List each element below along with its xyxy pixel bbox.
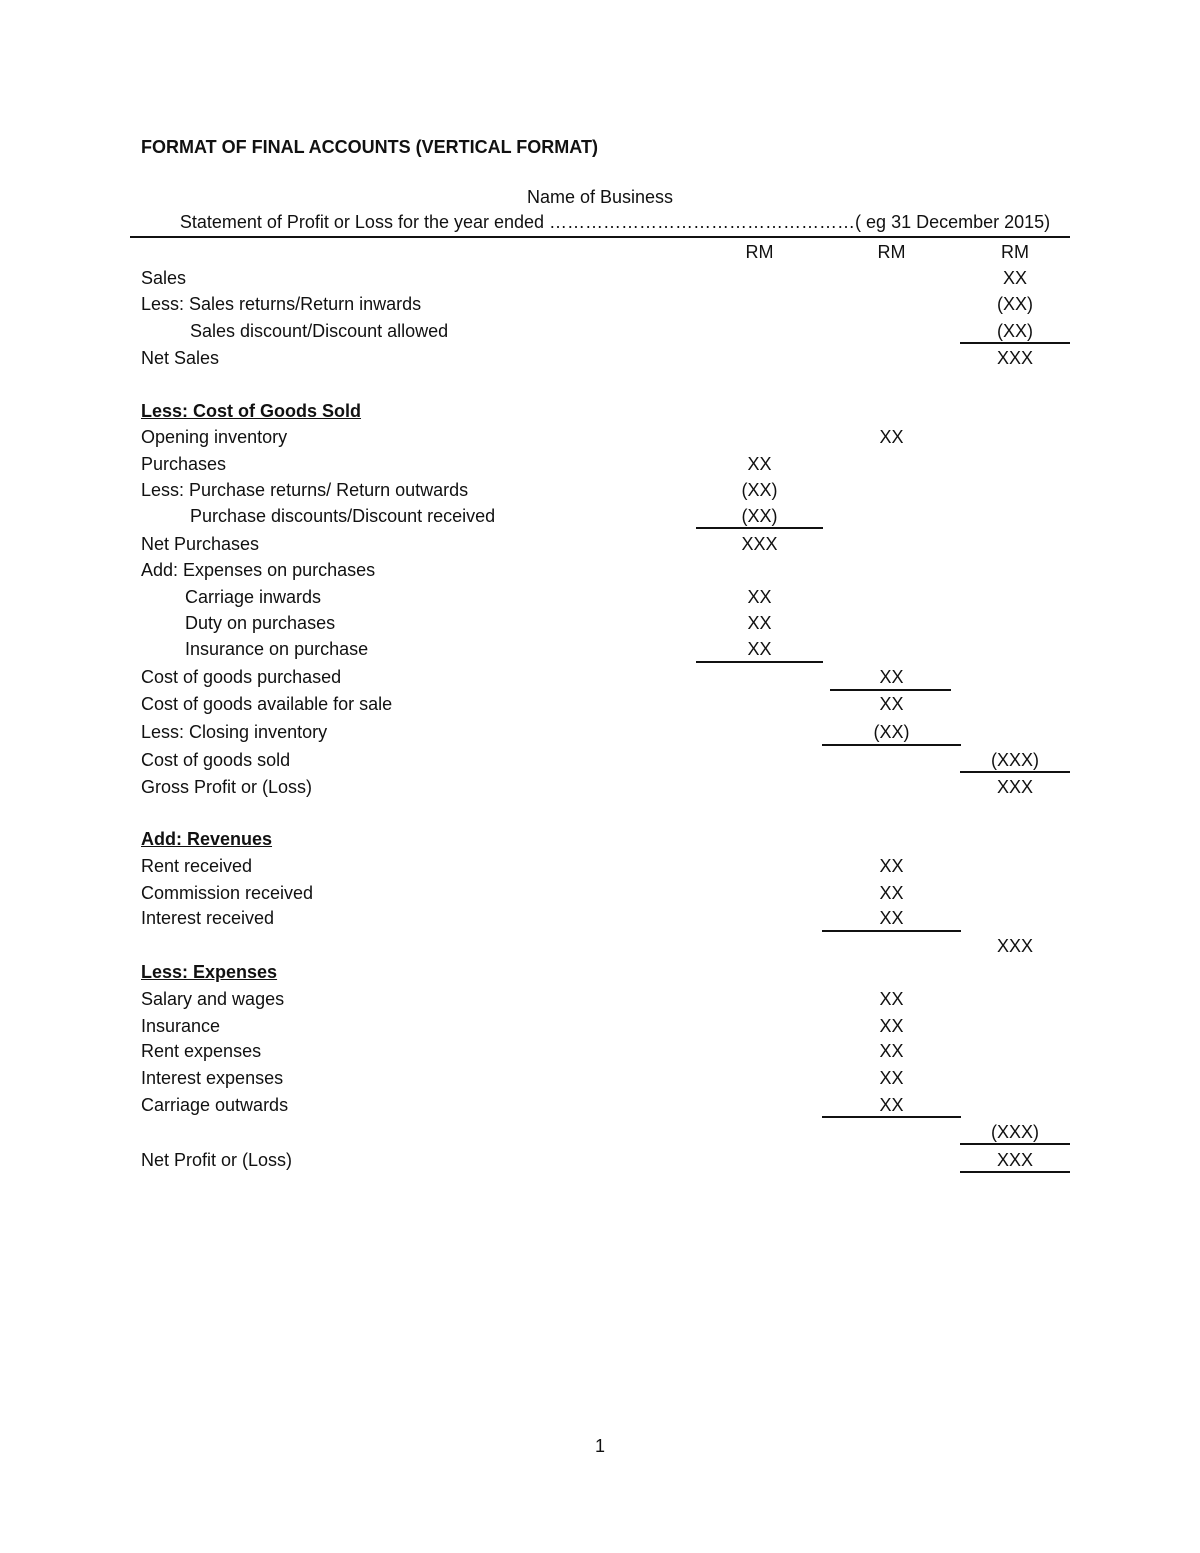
row-value-col2: XX: [879, 1068, 904, 1088]
statement-row: [0, 665, 1200, 689]
row-label: Opening inventory: [141, 427, 288, 447]
subtotal-rule: [960, 1143, 1070, 1145]
row-label: Gross Profit or (Loss): [141, 777, 313, 797]
row-value-col2: XX: [879, 908, 904, 928]
section-heading: Add: Revenues: [141, 829, 273, 849]
statement-row: [0, 1093, 1200, 1117]
statement-row: [0, 720, 1200, 744]
statement-row: [0, 906, 1200, 930]
statement-row: [0, 452, 1200, 476]
column-header-2: RM: [877, 242, 906, 262]
statement-row: [0, 504, 1200, 528]
row-label: Insurance on purchase: [185, 639, 369, 659]
row-value-col3: XXX: [996, 1150, 1034, 1170]
row-value-col3: (XXX): [990, 1122, 1039, 1142]
statement-row: [0, 611, 1200, 635]
statement-row: [0, 292, 1200, 316]
document-title: FORMAT OF FINAL ACCOUNTS (VERTICAL FORMAT): [141, 137, 598, 157]
statement-row: [0, 881, 1200, 905]
row-value-col2: XX: [879, 989, 904, 1009]
row-label: Less: Purchase returns/ Return outwards: [141, 480, 469, 500]
section-heading: Less: Expenses: [141, 962, 278, 982]
row-label: Less: Closing inventory: [141, 722, 328, 742]
statement-row: [0, 585, 1200, 609]
row-value-col3: XX: [1002, 268, 1027, 288]
row-value-col3: (XX): [997, 321, 1033, 341]
subtotal-rule: [822, 744, 961, 746]
row-value-col2: XX: [879, 1016, 904, 1036]
row-label: Carriage inwards: [185, 587, 322, 607]
statement-row: [0, 1014, 1200, 1038]
statement-row: [0, 425, 1200, 449]
row-label: Rent received: [141, 856, 253, 876]
row-value-col2: XX: [879, 856, 904, 876]
row-label: Less: Sales returns/Return inwards: [141, 294, 422, 314]
statement-row: [0, 1148, 1200, 1172]
statement-title: Statement of Profit or Loss for the year ended ……………………………………………( eg 31 December 2015): [179, 212, 1051, 232]
row-label: Insurance: [141, 1016, 221, 1036]
subtotal-rule: [830, 689, 951, 691]
row-label: Add: Expenses on purchases: [141, 560, 376, 580]
row-label: Duty on purchases: [185, 613, 336, 633]
row-value-col3: (XX): [997, 294, 1033, 314]
statement-row: [0, 1066, 1200, 1090]
row-value-col1: XX: [747, 587, 772, 607]
statement-row: [0, 558, 1200, 582]
row-value-col1: (XX): [741, 480, 778, 500]
page-number: 1: [594, 1436, 605, 1456]
row-value-col2: XX: [879, 694, 904, 714]
statement-row: [0, 775, 1200, 799]
section-heading-row: [0, 399, 1200, 423]
row-label: Cost of goods purchased: [141, 667, 342, 687]
row-value-col3: (XXX): [990, 750, 1039, 770]
section-heading-row: [0, 827, 1200, 851]
section-heading-row: [0, 960, 1200, 984]
row-value-col3: XXX: [996, 936, 1034, 956]
subtotal-rule: [696, 661, 823, 663]
section-heading: Less: Cost of Goods Sold: [141, 401, 362, 421]
row-label: Cost of goods sold: [141, 750, 291, 770]
subtotal-rule: [960, 342, 1070, 344]
row-value-col3: XXX: [996, 348, 1034, 368]
row-label: Salary and wages: [141, 989, 285, 1009]
row-label: Rent expenses: [141, 1041, 262, 1061]
row-label: Interest received: [141, 908, 275, 928]
row-value-col1: XX: [747, 454, 772, 474]
row-label: Net Profit or (Loss): [141, 1150, 293, 1170]
column-header-1: RM: [745, 242, 774, 262]
row-label: Net Sales: [141, 348, 220, 368]
business-name: Name of Business: [526, 187, 674, 207]
row-value-col2: XX: [879, 667, 904, 687]
subtotal-rule: [696, 527, 823, 529]
row-label: Cost of goods available for sale: [141, 694, 393, 714]
row-value-col2: XX: [879, 1041, 904, 1061]
row-label: Net Purchases: [141, 534, 260, 554]
row-value-col1: (XX): [741, 506, 778, 526]
row-label: Carriage outwards: [141, 1095, 289, 1115]
row-label: Purchases: [141, 454, 227, 474]
row-value-col2: XX: [879, 883, 904, 903]
statement-row: [0, 319, 1200, 343]
statement-row: [0, 478, 1200, 502]
statement-row: [0, 854, 1200, 878]
row-value-col1: XX: [747, 613, 772, 633]
subtotal-rule: [960, 771, 1070, 773]
row-label: Commission received: [141, 883, 314, 903]
header-rule: [130, 236, 1070, 238]
row-value-col1: XX: [747, 639, 772, 659]
statement-row: [0, 987, 1200, 1011]
statement-row: [0, 346, 1200, 370]
statement-row: [0, 934, 1200, 958]
row-label: Purchase discounts/Discount received: [190, 506, 496, 526]
column-header-3: RM: [1001, 242, 1029, 262]
statement-row: [0, 1039, 1200, 1063]
subtotal-rule: [822, 1116, 961, 1118]
statement-row: [0, 748, 1200, 772]
row-value-col2: (XX): [873, 722, 910, 742]
statement-row: [0, 692, 1200, 716]
statement-row: [0, 266, 1200, 290]
column-header-row: [0, 240, 1200, 264]
row-value-col2: XX: [879, 427, 904, 447]
statement-row: [0, 1120, 1200, 1144]
statement-row: [0, 637, 1200, 661]
subtotal-rule: [822, 930, 961, 932]
row-value-col2: XX: [879, 1095, 904, 1115]
row-value-col1: XXX: [741, 534, 778, 554]
row-label: Sales: [141, 268, 187, 288]
total-rule: [960, 1171, 1070, 1173]
row-label: Interest expenses: [141, 1068, 284, 1088]
statement-row: [0, 532, 1200, 556]
row-value-col3: XXX: [996, 777, 1034, 797]
row-label: Sales discount/Discount allowed: [190, 321, 449, 341]
